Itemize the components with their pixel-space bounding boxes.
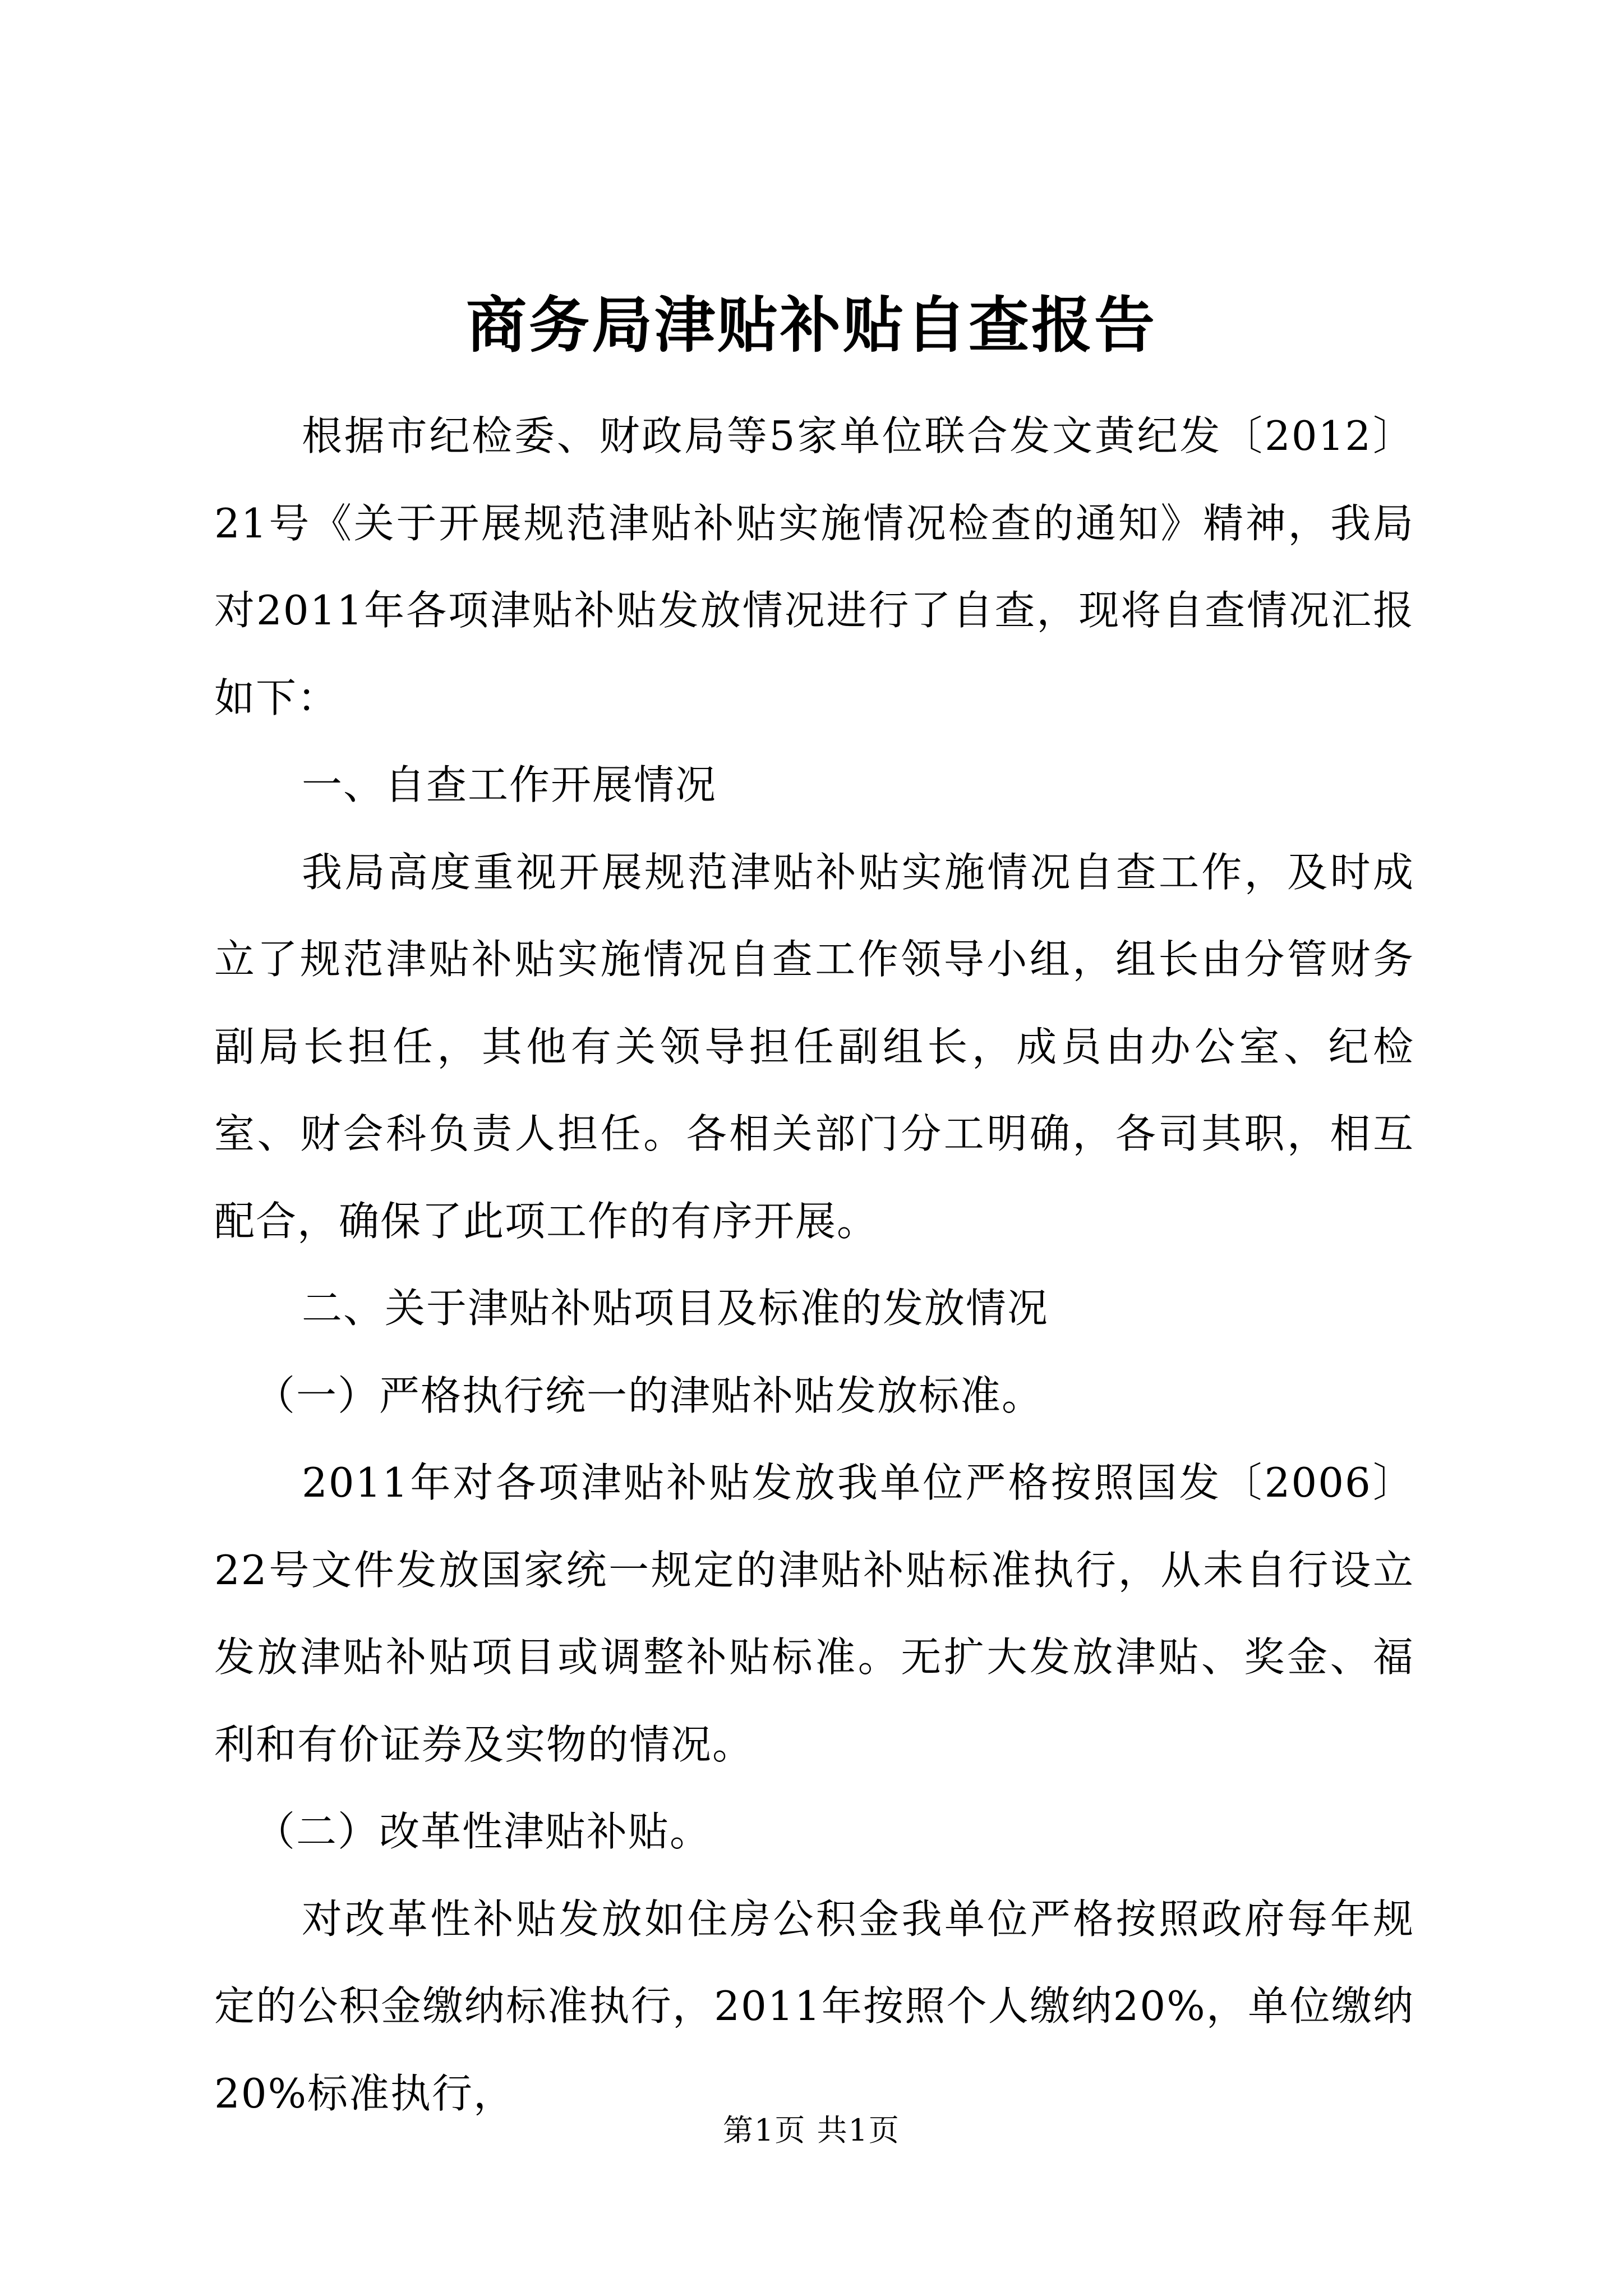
document-body [214, 393, 1414, 2137]
document-title: 商务局津贴补贴自查报告 [465, 290, 1157, 361]
section-heading-2: 二、关于津贴补贴项目及标准的发放情况 [302, 1285, 1049, 1332]
paragraph-subsection-2: 对改革性补贴发放如住房公积金我单位严格按照政府每年规定的公积金缴纳标准执行，2011年按照个人缴纳20%，单位缴纳20%标准执行， [214, 1895, 1414, 2117]
subsection-heading-1: （一）严格执行统一的津贴补贴发放标准。 [255, 1372, 1044, 1419]
paragraph-subsection-1: 2011年对各项津贴补贴发放我单位严格按照国发〔2006〕22号文件发放国家统一规定的津贴补贴标准执行，从未自行设立发放津贴补贴项目或调整补贴标准。无扩大发放津贴、奖金、福利和有价证券及实物的情况。 [214, 1459, 1414, 1768]
subsection-heading-2: （二）改革性津贴补贴。 [255, 1808, 712, 1855]
page-footer: 第1页 共1页 [723, 2113, 900, 2148]
paragraph-intro: 根据市纪检委、财政局等5家单位联合发文黄纪发〔2012〕21号《关于开展规范津贴补贴实施情况检查的通知》精神，我局对2011年各项津贴补贴发放情况进行了自查，现将自查情况汇报如下： [214, 412, 1414, 721]
section-heading-1: 一、自查工作开展情况 [302, 761, 717, 808]
paragraph-section-1: 我局高度重视开展规范津贴补贴实施情况自查工作，及时成立了规范津贴补贴实施情况自查工作领导小组，组长由分管财务副局长担任，其他有关领导担任副组长，成员由办公室、纪检室、财会科负责人担任。各相关部门分工明确，各司其职，相互配合，确保了此项工作的有序开展。 [214, 848, 1414, 1245]
